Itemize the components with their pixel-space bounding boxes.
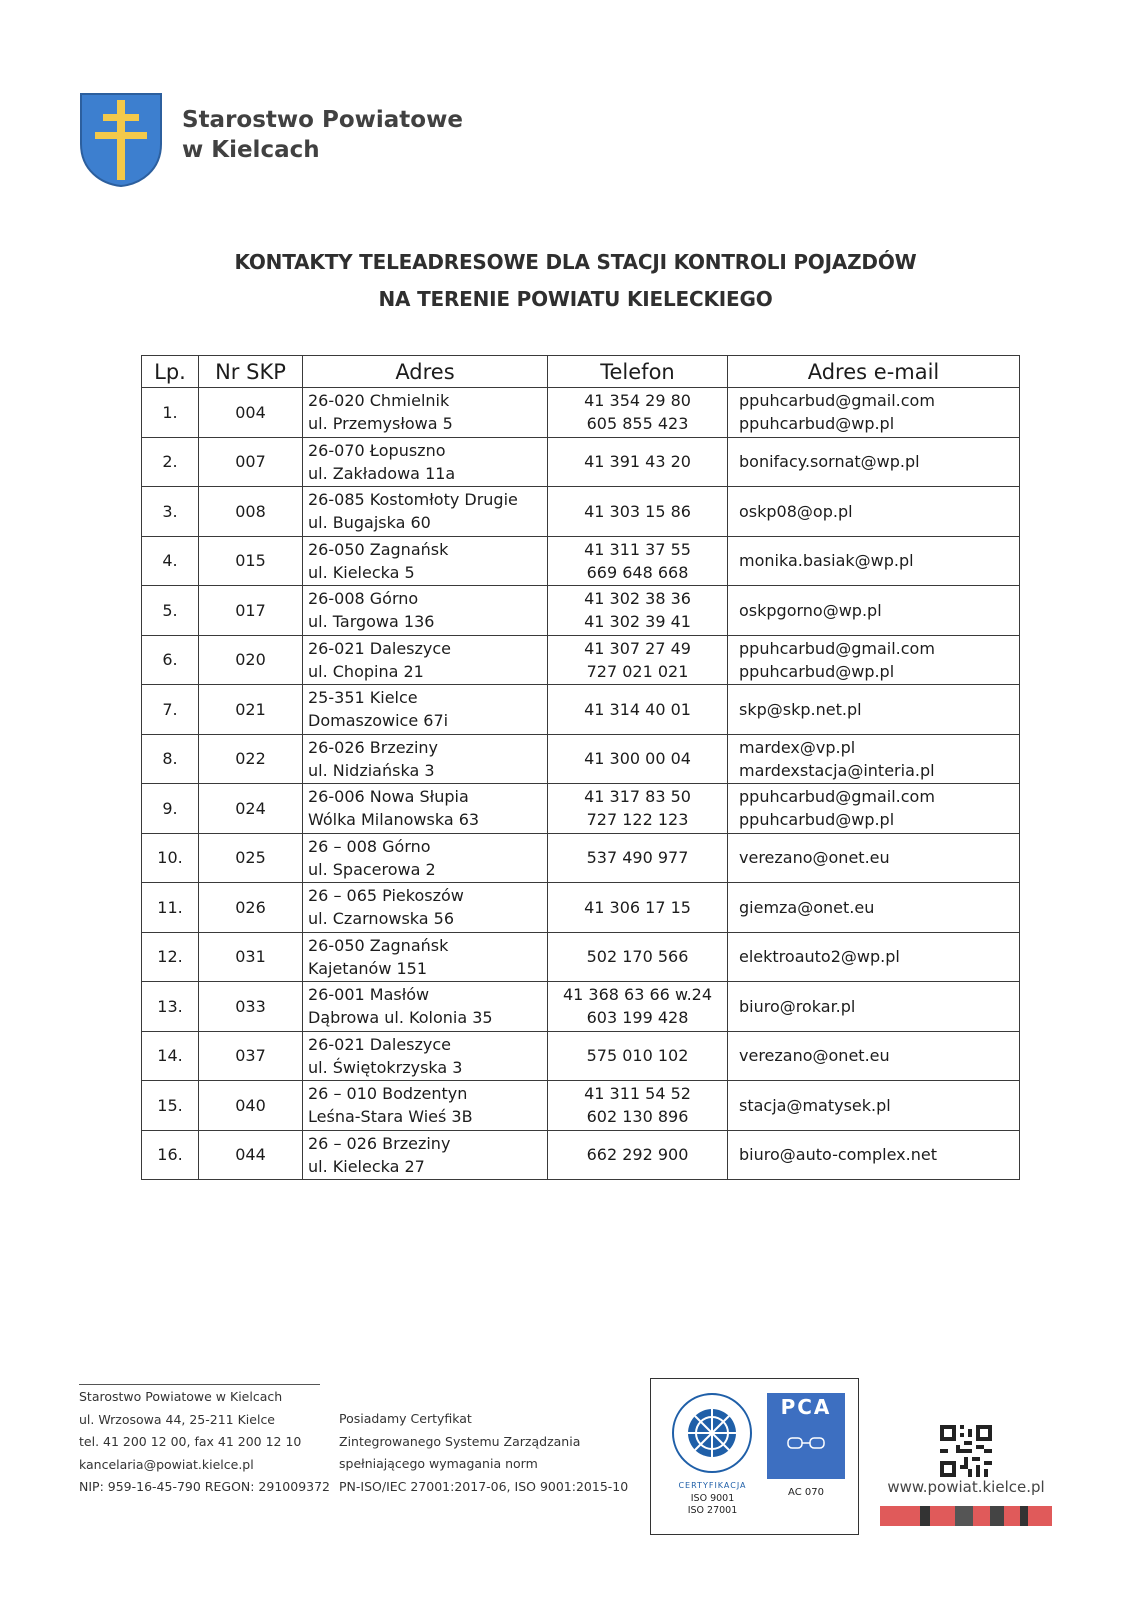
address-line2: ul. Bugajska 60 bbox=[308, 513, 431, 533]
phone-line2: 727 021 021 bbox=[586, 661, 689, 681]
cell-address bbox=[303, 1081, 548, 1131]
phone-line1: 41 317 83 50 bbox=[584, 787, 691, 807]
cell-lp: 5. bbox=[142, 586, 199, 636]
cell-address bbox=[303, 1130, 548, 1180]
phone-line1: 41 311 54 52 bbox=[584, 1084, 691, 1104]
footer-contact bbox=[79, 1386, 330, 1499]
address-line1: 26 – 026 Brzeziny bbox=[308, 1133, 451, 1153]
phone-line2: 603 199 428 bbox=[586, 1008, 689, 1028]
email-line1[interactable]: monika.basiak@wp.pl bbox=[739, 551, 914, 571]
cell-address bbox=[303, 982, 548, 1032]
cell-nr-skp: 033 bbox=[199, 982, 303, 1032]
header-address: Adres bbox=[303, 356, 548, 388]
cell-phone bbox=[548, 388, 728, 438]
cell-address bbox=[303, 883, 548, 933]
phone-line1: 41 307 27 49 bbox=[584, 638, 691, 658]
footer-ids: NIP: 959-16-45-790 REGON: 291009372 bbox=[79, 1479, 331, 1494]
cell-email bbox=[728, 635, 1020, 685]
cell-address bbox=[303, 536, 548, 586]
phone-line2: 669 648 668 bbox=[586, 562, 689, 582]
table-row bbox=[142, 685, 1020, 735]
email-line2[interactable]: ppuhcarbud@wp.pl bbox=[739, 661, 895, 681]
cell-nr-skp: 044 bbox=[199, 1130, 303, 1180]
cell-address bbox=[303, 932, 548, 982]
email-line1[interactable]: biuro@auto-complex.net bbox=[739, 1145, 937, 1165]
cell-nr-skp: 025 bbox=[199, 833, 303, 883]
certification-badge bbox=[650, 1378, 859, 1535]
cell-nr-skp: 024 bbox=[199, 784, 303, 834]
website-link[interactable]: www.powiat.kielce.pl bbox=[887, 1478, 1045, 1496]
address-line1: 26-070 Łopuszno bbox=[308, 440, 446, 460]
address-line2: Leśna-Stara Wieś 3B bbox=[308, 1107, 473, 1127]
cell-phone bbox=[548, 685, 728, 735]
cell-nr-skp: 015 bbox=[199, 536, 303, 586]
cell-nr-skp: 031 bbox=[199, 932, 303, 982]
phone-line1: 41 300 00 04 bbox=[584, 749, 691, 769]
email-line2[interactable]: ppuhcarbud@wp.pl bbox=[739, 810, 895, 830]
table-row bbox=[142, 1130, 1020, 1180]
cell-email bbox=[728, 883, 1020, 933]
decorative-stripe bbox=[880, 1506, 1052, 1526]
cell-email bbox=[728, 833, 1020, 883]
cell-email bbox=[728, 586, 1020, 636]
email-line1[interactable]: ppuhcarbud@gmail.com bbox=[739, 787, 935, 807]
header-nr-skp: Nr SKP bbox=[199, 356, 303, 388]
cell-lp: 9. bbox=[142, 784, 199, 834]
cell-address bbox=[303, 388, 548, 438]
table-row bbox=[142, 586, 1020, 636]
document-title-line1: KONTAKTY TELEADRESOWE DLA STACJI KONTROLI POJAZDÓW bbox=[234, 250, 917, 274]
phone-line2: 41 302 39 41 bbox=[584, 612, 691, 632]
cell-phone bbox=[548, 734, 728, 784]
footer-divider bbox=[79, 1384, 320, 1385]
cell-nr-skp: 022 bbox=[199, 734, 303, 784]
address-line1: 26-026 Brzeziny bbox=[308, 737, 439, 757]
address-line2: ul. Nidziańska 3 bbox=[308, 760, 435, 780]
cell-phone bbox=[548, 635, 728, 685]
cell-address bbox=[303, 784, 548, 834]
cell-lp: 4. bbox=[142, 536, 199, 586]
cell-email bbox=[728, 784, 1020, 834]
cell-address bbox=[303, 437, 548, 487]
table-row bbox=[142, 982, 1020, 1032]
email-line1[interactable]: biuro@rokar.pl bbox=[739, 996, 856, 1016]
certification-label: CERTYFIKACJA bbox=[678, 1481, 747, 1490]
address-line2: Wólka Milanowska 63 bbox=[308, 810, 480, 830]
address-line2: ul. Kielecka 5 bbox=[308, 562, 415, 582]
cell-lp: 15. bbox=[142, 1081, 199, 1131]
table-row bbox=[142, 536, 1020, 586]
address-line2: ul. Spacerowa 2 bbox=[308, 859, 436, 879]
cell-phone bbox=[548, 784, 728, 834]
cell-email bbox=[728, 536, 1020, 586]
table-row bbox=[142, 932, 1020, 982]
email-line1[interactable]: stacja@matysek.pl bbox=[739, 1095, 891, 1115]
address-line2: ul. Przemysłowa 5 bbox=[308, 414, 453, 434]
vehicle-inspection-stations-table bbox=[141, 355, 1020, 1180]
certificate-line1: Posiadamy Certyfikat bbox=[339, 1411, 472, 1426]
address-line2: Domaszowice 67i bbox=[308, 711, 449, 731]
cell-email bbox=[728, 982, 1020, 1032]
address-line2: Kajetanów 151 bbox=[308, 958, 428, 978]
certification-seal-icon bbox=[671, 1392, 753, 1474]
cell-email bbox=[728, 1081, 1020, 1131]
footer-org-name: Starostwo Powiatowe w Kielcach bbox=[79, 1389, 283, 1404]
cell-lp: 8. bbox=[142, 734, 199, 784]
certificate-line3: spełniającego wymagania norm bbox=[339, 1456, 538, 1471]
table-row bbox=[142, 784, 1020, 834]
address-line1: 25-351 Kielce bbox=[308, 688, 418, 708]
cell-address bbox=[303, 685, 548, 735]
certificate-line4: PN-ISO/IEC 27001:2017-06, ISO 9001:2015-10 bbox=[339, 1478, 629, 1494]
cell-lp: 11. bbox=[142, 883, 199, 933]
phone-line1: 41 302 38 36 bbox=[584, 589, 691, 609]
cell-phone bbox=[548, 437, 728, 487]
phone-line1: 41 314 40 01 bbox=[584, 699, 691, 719]
cell-phone bbox=[548, 932, 728, 982]
cell-email bbox=[728, 1130, 1020, 1180]
phone-line2: 602 130 896 bbox=[586, 1107, 689, 1127]
pca-title: PCA bbox=[780, 1395, 832, 1419]
cell-lp: 7. bbox=[142, 685, 199, 735]
phone-line1: 41 306 17 15 bbox=[584, 897, 691, 917]
coat-of-arms-icon bbox=[79, 92, 163, 188]
header-email: Adres e-mail bbox=[728, 356, 1020, 388]
cell-address bbox=[303, 1031, 548, 1081]
phone-line1: 41 368 63 66 w.24 bbox=[562, 985, 713, 1005]
cell-lp: 6. bbox=[142, 635, 199, 685]
cell-email bbox=[728, 388, 1020, 438]
standard-iso-9001: ISO 9001 bbox=[690, 1493, 735, 1504]
pca-logo bbox=[767, 1393, 845, 1479]
address-line1: 26-006 Nowa Słupia bbox=[308, 787, 469, 807]
table-row bbox=[142, 437, 1020, 487]
address-line1: 26 – 010 Bodzentyn bbox=[308, 1084, 468, 1104]
phone-line1: 575 010 102 bbox=[586, 1046, 689, 1066]
address-line2: Dąbrowa ul. Kolonia 35 bbox=[308, 1008, 493, 1028]
cell-email bbox=[728, 685, 1020, 735]
email-line1[interactable]: ppuhcarbud@gmail.com bbox=[739, 391, 935, 411]
table-row bbox=[142, 635, 1020, 685]
header-lp: Lp. bbox=[142, 356, 199, 388]
email-line2[interactable]: mardexstacja@interia.pl bbox=[739, 760, 935, 780]
document-title bbox=[137, 244, 1014, 318]
cell-phone bbox=[548, 586, 728, 636]
email-line1[interactable]: oskp08@op.pl bbox=[739, 501, 853, 521]
cell-nr-skp: 007 bbox=[199, 437, 303, 487]
table-row bbox=[142, 734, 1020, 784]
address-line2: ul. Targowa 136 bbox=[308, 612, 435, 632]
address-line2: ul. Kielecka 27 bbox=[308, 1156, 425, 1176]
address-line1: 26 – 008 Górno bbox=[308, 836, 431, 856]
footer-certificate bbox=[339, 1408, 628, 1498]
email-line1[interactable]: oskpgorno@wp.pl bbox=[739, 600, 882, 620]
address-line1: 26-085 Kostomłoty Drugie bbox=[308, 490, 518, 510]
pca-chain-icon bbox=[786, 1435, 826, 1451]
cell-address bbox=[303, 487, 548, 537]
address-line1: 26-050 Zagnańsk bbox=[308, 539, 449, 559]
address-line2: ul. Chopina 21 bbox=[308, 661, 424, 681]
cell-phone bbox=[548, 883, 728, 933]
phone-line1: 41 354 29 80 bbox=[584, 391, 691, 411]
table-row bbox=[142, 833, 1020, 883]
cell-address bbox=[303, 586, 548, 636]
cell-phone bbox=[548, 1031, 728, 1081]
table-row bbox=[142, 487, 1020, 537]
phone-line2: 727 122 123 bbox=[586, 810, 689, 830]
cell-email bbox=[728, 487, 1020, 537]
email-line1[interactable]: ppuhcarbud@gmail.com bbox=[739, 638, 935, 658]
address-line1: 26-021 Daleszyce bbox=[308, 1034, 452, 1054]
phone-line1: 41 391 43 20 bbox=[584, 452, 691, 472]
cell-phone bbox=[548, 536, 728, 586]
cell-nr-skp: 020 bbox=[199, 635, 303, 685]
address-line2: ul. Zakładowa 11a bbox=[308, 463, 456, 483]
cell-nr-skp: 004 bbox=[199, 388, 303, 438]
certification-standards bbox=[665, 1493, 760, 1517]
cell-address bbox=[303, 635, 548, 685]
cell-phone bbox=[548, 982, 728, 1032]
address-line1: 26-020 Chmielnik bbox=[308, 391, 450, 411]
cell-address bbox=[303, 833, 548, 883]
phone-line2: 605 855 423 bbox=[586, 414, 689, 434]
qr-code-icon bbox=[940, 1425, 992, 1477]
address-line2: ul. Czarnowska 56 bbox=[308, 909, 455, 929]
cell-email bbox=[728, 734, 1020, 784]
email-line1[interactable]: mardex@vp.pl bbox=[739, 737, 856, 757]
cell-phone bbox=[548, 1081, 728, 1131]
cell-address bbox=[303, 734, 548, 784]
standard-iso-27001: ISO 27001 bbox=[687, 1505, 738, 1516]
address-line1: 26-021 Daleszyce bbox=[308, 638, 452, 658]
footer-phone: tel. 41 200 12 00, fax 41 200 12 10 bbox=[79, 1434, 302, 1449]
cell-email bbox=[728, 932, 1020, 982]
email-line2[interactable]: ppuhcarbud@wp.pl bbox=[739, 414, 895, 434]
organization-name-line2: w Kielcach bbox=[182, 137, 320, 163]
cell-nr-skp: 026 bbox=[199, 883, 303, 933]
document-title-line2: NA TERENIE POWIATU KIELECKIEGO bbox=[378, 287, 773, 311]
phone-line1: 662 292 900 bbox=[586, 1145, 689, 1165]
cell-nr-skp: 037 bbox=[199, 1031, 303, 1081]
email-line1[interactable]: elektroauto2@wp.pl bbox=[739, 947, 900, 967]
cell-email bbox=[728, 437, 1020, 487]
table-row bbox=[142, 1081, 1020, 1131]
table-body bbox=[142, 388, 1020, 1180]
cell-lp: 10. bbox=[142, 833, 199, 883]
cell-nr-skp: 040 bbox=[199, 1081, 303, 1131]
cell-lp: 14. bbox=[142, 1031, 199, 1081]
certificate-line2: Zintegrowanego Systemu Zarządzania bbox=[339, 1433, 581, 1449]
address-line1: 26-001 Masłów bbox=[308, 985, 430, 1005]
cell-lp: 3. bbox=[142, 487, 199, 537]
email-line1[interactable]: bonifacy.sornat@wp.pl bbox=[739, 452, 920, 472]
footer-email: kancelaria@powiat.kielce.pl bbox=[79, 1456, 254, 1472]
cell-lp: 12. bbox=[142, 932, 199, 982]
address-line1: 26-050 Zagnańsk bbox=[308, 935, 449, 955]
header-phone: Telefon bbox=[548, 356, 728, 388]
cell-lp: 13. bbox=[142, 982, 199, 1032]
email-line1[interactable]: verezano@onet.eu bbox=[739, 1046, 890, 1066]
cell-phone bbox=[548, 487, 728, 537]
email-line1[interactable]: verezano@onet.eu bbox=[739, 848, 890, 868]
email-line1[interactable]: skp@skp.net.pl bbox=[739, 699, 862, 719]
cell-phone bbox=[548, 1130, 728, 1180]
phone-line1: 537 490 977 bbox=[586, 848, 689, 868]
cell-nr-skp: 008 bbox=[199, 487, 303, 537]
cell-nr-skp: 021 bbox=[199, 685, 303, 735]
cell-email bbox=[728, 1031, 1020, 1081]
cell-nr-skp: 017 bbox=[199, 586, 303, 636]
phone-line1: 41 311 37 55 bbox=[584, 539, 691, 559]
email-line1[interactable]: giemza@onet.eu bbox=[739, 897, 875, 917]
table-row bbox=[142, 1031, 1020, 1081]
footer-street: ul. Wrzosowa 44, 25-211 Kielce bbox=[79, 1411, 276, 1427]
table-header-row bbox=[142, 356, 1020, 388]
address-line1: 26-008 Górno bbox=[308, 589, 419, 609]
address-line2: ul. Świętokrzyska 3 bbox=[308, 1057, 463, 1077]
cell-phone bbox=[548, 833, 728, 883]
cell-lp: 1. bbox=[142, 388, 199, 438]
organization-name bbox=[182, 105, 463, 165]
phone-line1: 41 303 15 86 bbox=[584, 501, 691, 521]
address-line1: 26 – 065 Piekoszów bbox=[308, 886, 464, 906]
table-row bbox=[142, 883, 1020, 933]
pca-accreditation-code: AC 070 bbox=[788, 1487, 824, 1498]
cell-lp: 2. bbox=[142, 437, 199, 487]
cell-lp: 16. bbox=[142, 1130, 199, 1180]
phone-line1: 502 170 566 bbox=[586, 947, 689, 967]
organization-name-line1: Starostwo Powiatowe bbox=[182, 107, 463, 133]
table-row bbox=[142, 388, 1020, 438]
